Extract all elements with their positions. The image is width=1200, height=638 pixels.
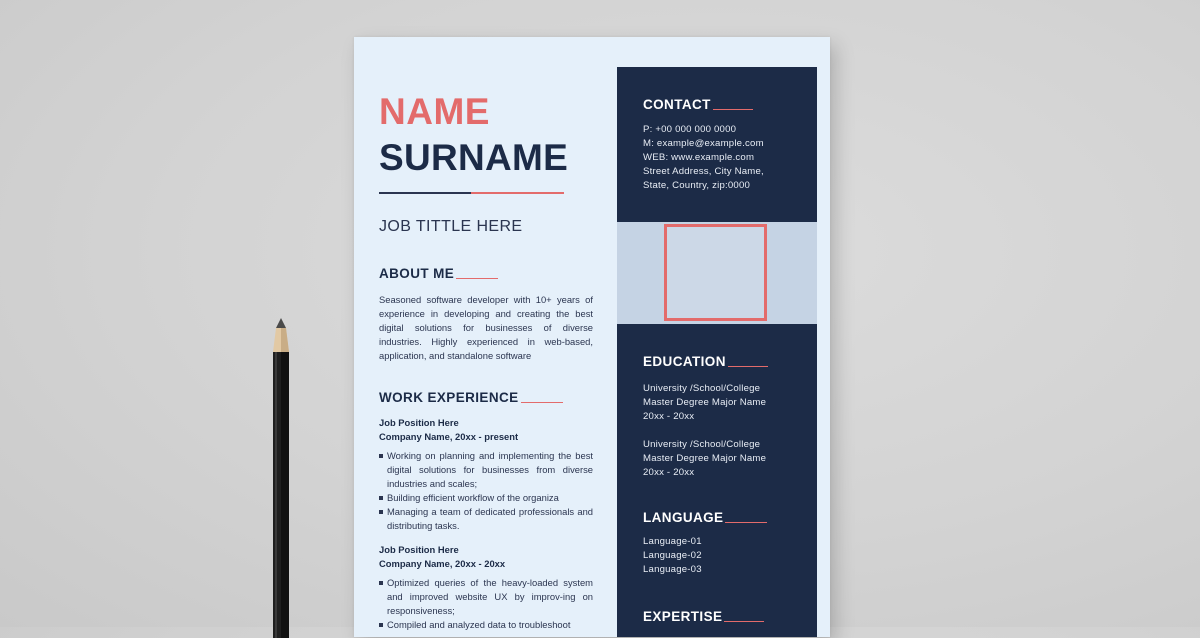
job-bullet: Building efficient workflow of the organiza <box>379 491 593 505</box>
language-item: Language-02 <box>643 550 702 561</box>
contact-web: WEB: www.example.com <box>643 152 755 163</box>
contact-address: State, Country, zip:0000 <box>643 180 751 191</box>
education-heading <box>643 354 768 369</box>
expertise-heading-text: EXPERTISE <box>643 609 723 624</box>
education-years: 20xx - 20xx <box>643 411 695 422</box>
job-bullets <box>379 449 593 533</box>
profile-photo-placeholder <box>664 224 767 321</box>
contact-email: M: example@example.com <box>643 138 764 149</box>
education-heading-text: EDUCATION <box>643 354 726 369</box>
first-name: NAME <box>379 91 490 132</box>
job-bullet: Managing a team of dedicated professionals and distributing tasks. <box>379 505 593 533</box>
job-company: Company Name, 20xx - 20xx <box>379 558 506 569</box>
job-bullets <box>379 576 593 632</box>
job-bullet: Compiled and analyzed data to troubleshoot <box>379 618 593 632</box>
job-title: JOB TITTLE HERE <box>379 218 523 235</box>
work-heading <box>379 390 563 405</box>
job-bullet: Optimized queries of the heavy-loaded system and improved website UX by improv-ing on responsiveness; <box>379 576 593 618</box>
about-text: Seasoned software developer with 10+ years of experience in developing and creating the best digital solutions for businesses of diverse industries. Highly experienced in web-based, application, and standalone software <box>379 294 593 361</box>
work-heading-text: WORK EXPERIENCE <box>379 390 519 405</box>
job-company: Company Name, 20xx - present <box>379 431 519 442</box>
language-item: Language-01 <box>643 536 702 547</box>
language-heading <box>643 510 767 525</box>
education-degree: Master Degree Major Name <box>643 397 767 408</box>
pencil-icon <box>272 318 290 638</box>
job-bullet: Working on planning and implementing the best digital solutions for businesses from diverse industries and scales; <box>379 449 593 491</box>
education-school: University /School/College <box>643 383 761 394</box>
contact-address: Street Address, City Name, <box>643 166 764 177</box>
about-heading <box>379 266 498 281</box>
job-position: Job Position Here <box>379 417 459 428</box>
education-degree: Master Degree Major Name <box>643 453 767 464</box>
contact-phone: P: +00 000 000 0000 <box>643 124 737 135</box>
language-heading-text: LANGUAGE <box>643 510 724 525</box>
education-years: 20xx - 20xx <box>643 467 695 478</box>
about-heading-text: ABOUT ME <box>379 266 455 281</box>
resume-page <box>354 37 830 637</box>
name-divider <box>379 192 564 194</box>
contact-heading <box>643 97 753 112</box>
education-school: University /School/College <box>643 439 761 450</box>
job-position: Job Position Here <box>379 544 459 555</box>
language-item: Language-03 <box>643 564 702 575</box>
contact-heading-text: CONTACT <box>643 97 711 112</box>
surname: SURNAME <box>379 137 569 178</box>
expertise-heading <box>643 609 764 624</box>
